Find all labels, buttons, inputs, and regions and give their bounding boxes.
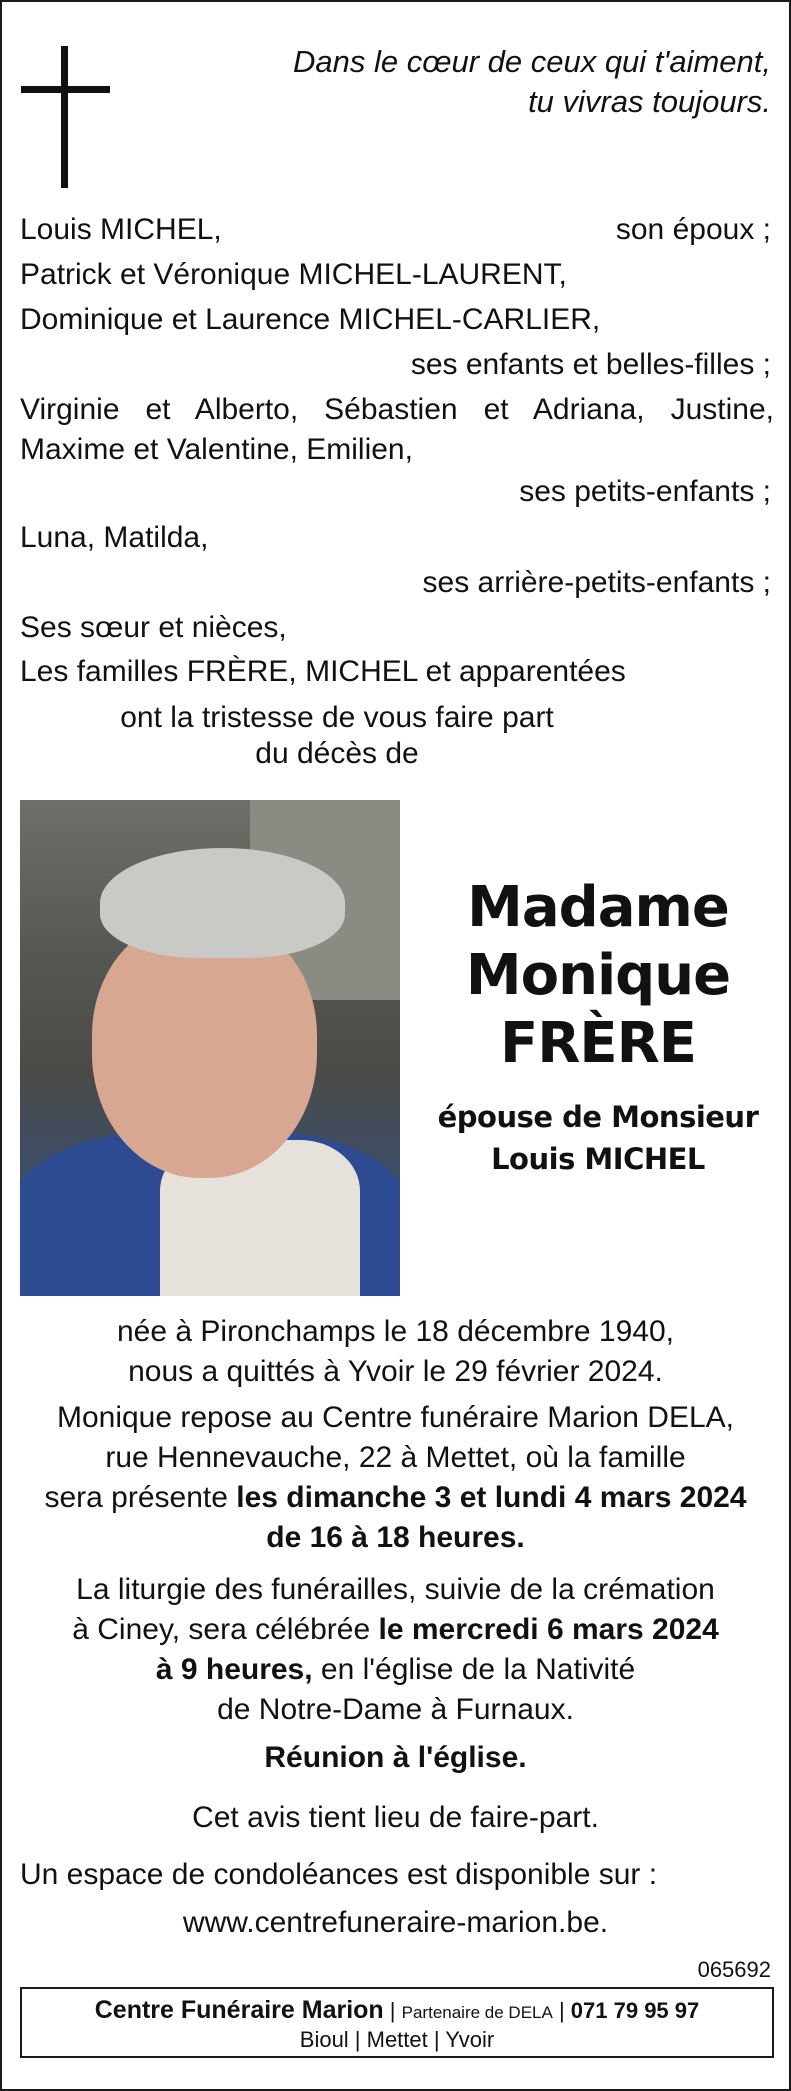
footer-separator: | — [383, 1998, 402, 2023]
rest-line-1: Monique repose au Centre funéraire Marion DELA, — [56, 1401, 735, 1434]
funeral-date: le mercredi 6 mars 2024 — [378, 1613, 719, 1646]
birth-line: née à Pironchamps le 18 décembre 1940, — [116, 1315, 675, 1348]
footer-locations: Bioul | Mettet | Yvoir — [299, 2027, 495, 2052]
deceased-name-block — [420, 874, 776, 1180]
family-role-children: ses enfants et belles-filles ; — [410, 348, 771, 381]
rest-dates: les dimanche 3 et lundi 4 mars 2024 — [236, 1481, 747, 1514]
death-line: nous a quittés à Yvoir le 29 février 2024. — [128, 1355, 663, 1388]
condolences-url: www.centrefuneraire-marion.be. — [182, 1906, 609, 1939]
funeral-home-name: Centre Funéraire Marion — [94, 1996, 384, 2024]
footer-separator: | — [552, 1998, 571, 2023]
funeral-line-2-text: à Ciney, sera célébrée — [72, 1613, 379, 1646]
birth-death-info — [2, 1312, 789, 1392]
announcement — [20, 698, 654, 774]
funeral-line-4: de Notre-Dame à Furnaux. — [217, 1693, 574, 1726]
rest-line-3-text: sera présente — [44, 1481, 237, 1514]
announcement-line: du décès de — [255, 737, 419, 770]
family-line-families: Les familles FRÈRE, MICHEL et apparentées — [20, 655, 626, 688]
family-line-child-1: Patrick et Véronique MICHEL-LAURENT, — [20, 258, 567, 291]
condolences-text: Un espace de condoléances est disponible sur : — [20, 1858, 658, 1891]
family-line-sister: Ses sœur et nièces, — [20, 611, 287, 644]
spouse-line-1: épouse de Monsieur — [437, 1100, 759, 1134]
family-line-spouse: Louis MICHEL, — [20, 213, 222, 246]
spouse-line-2: Louis MICHEL — [491, 1142, 705, 1176]
rest-line-3 — [2, 1478, 789, 1518]
photo-hair — [100, 848, 345, 958]
notice-note: Cet avis tient lieu de faire-part. — [192, 1801, 599, 1834]
funeral-line-3 — [2, 1650, 789, 1690]
family-role-grandchildren: ses petits-enfants ; — [519, 475, 771, 508]
rest-hours: de 16 à 18 heures. — [266, 1521, 525, 1554]
footer-line-1 — [22, 1993, 772, 2029]
deceased-title: Madame — [467, 875, 729, 940]
epigraph-line: Dans le cœur de ceux qui t'aiment, — [292, 44, 771, 79]
reunion-note: Réunion à l'église. — [264, 1741, 527, 1774]
reference-number: 065692 — [697, 1957, 771, 1982]
deceased-last-name: FRÈRE — [499, 1011, 696, 1076]
announcement-line: ont la tristesse de vous faire part — [120, 701, 554, 734]
funeral-home-footer — [20, 1987, 774, 2058]
epigraph-line: tu vivras toujours. — [528, 84, 771, 119]
family-line-great-grandchildren: Luna, Matilda, — [20, 521, 209, 554]
funeral-info — [2, 1570, 789, 1730]
cross-icon-bar — [21, 86, 110, 93]
partner-text: Partenaire de DELA — [401, 2003, 553, 2022]
funeral-line-1: La liturgie des funérailles, suivie de la crémation — [76, 1573, 715, 1606]
family-role-great-grandchildren: ses arrière-petits-enfants ; — [422, 566, 771, 599]
epigraph — [211, 42, 771, 122]
funeral-time: à 9 heures, — [155, 1653, 313, 1686]
rest-line-2: rue Hennevauche, 22 à Mettet, où la famille — [105, 1441, 686, 1474]
family-role-spouse: son époux ; — [615, 213, 771, 246]
family-line-child-2: Dominique et Laurence MICHEL-CARLIER, — [20, 303, 601, 336]
funeral-line-3-text: en l'église de la Nativité — [312, 1653, 636, 1686]
phone-number: 071 79 95 97 — [570, 1998, 700, 2023]
deceased-first-name: Monique — [465, 943, 731, 1008]
cross-icon — [61, 46, 68, 188]
family-line-grandchildren: Virginie et Alberto, Sébastien et Adriana, Justine, Maxime et Valentine, Emilien, — [20, 393, 774, 466]
rest-info — [2, 1398, 789, 1558]
funeral-line-2 — [2, 1610, 789, 1650]
portrait-photo — [20, 800, 400, 1296]
